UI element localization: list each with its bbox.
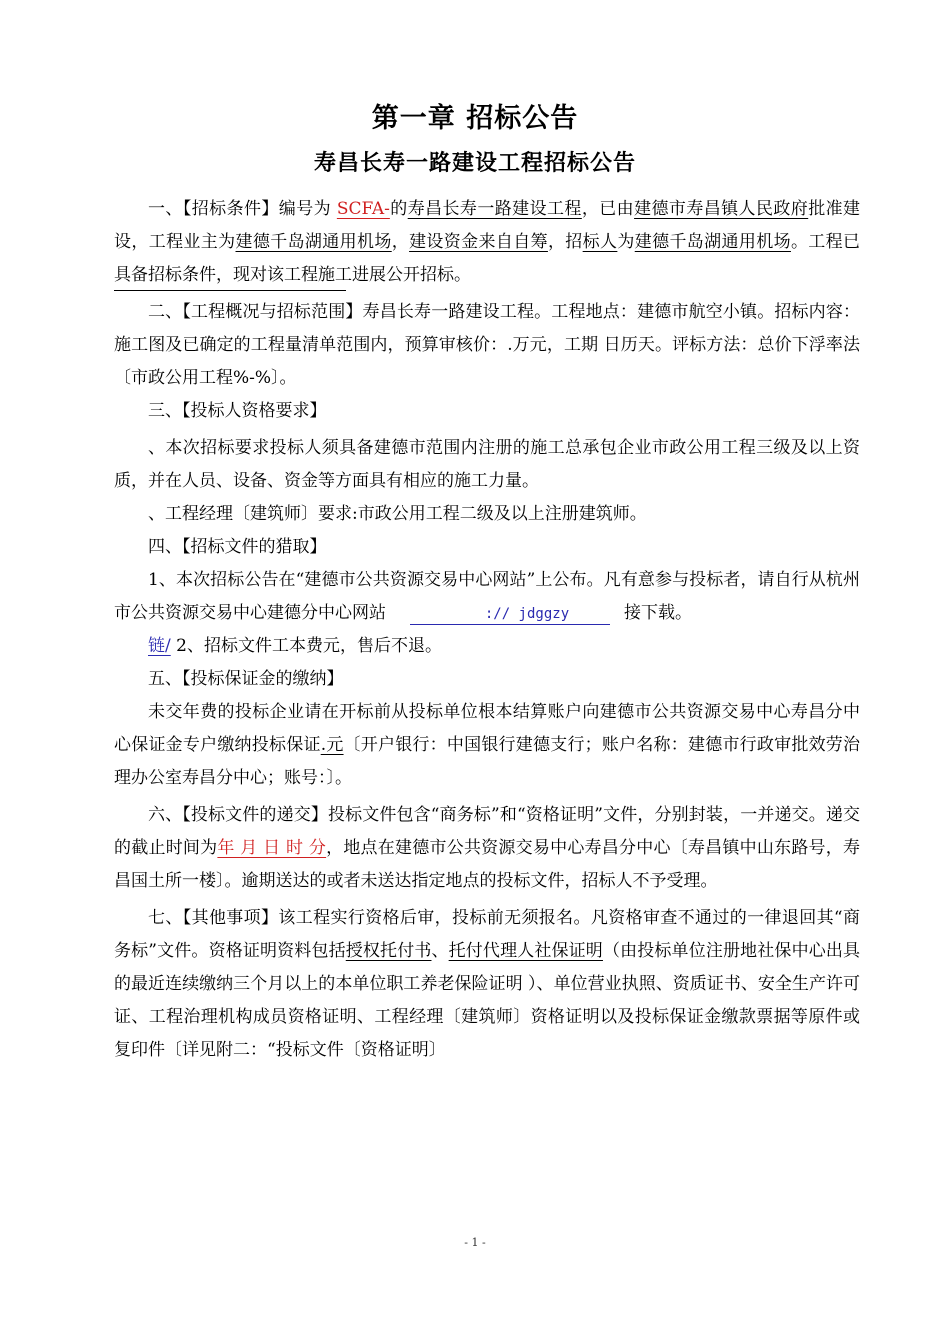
section-1-paragraph: 一、【招标条件】编号为 SCFA-的寿昌长寿一路建设工程，已由建德市寿昌镇人民政府批准建设，工程业主为建德千岛湖通用机场，建设资金来自自筹，招标人为建德千岛湖通用机场。工程已具备招标条件，现对该工程施工进展公开招标。 [114,199,861,285]
section-3-title: 三、【投标人资格要求】 [148,401,327,421]
horizontal-rule [114,290,346,291]
section-2-paragraph: 二、【工程概况与招标范围】寿昌长寿一路建设工程。工程地点：建德市航空小镇。招标内容：施工图及已确定的工程量清单范围内，预算审核价：.万元，工期 日历天。评标方法：总价下浮率法〔市政公用工程%-%〕。 [114,302,860,388]
bidder-label: 标人 [582,232,618,252]
agent-social-security: 托付代理人社保证明 [448,941,603,961]
section-5-title: 五、【投标保证金的缴纳】 [148,669,344,689]
deposit-amount: .元 [320,735,344,755]
section-4-item-2: 链/ 2、招标文件工本费元，售后不退。 [148,636,442,656]
section-3-item-2: 、工程经理〔建筑师〕要求:市政公用工程二级及以上注册建筑师。 [148,504,647,524]
deadline-time: 年 月 日 时 分 [217,838,327,858]
project-name: 寿昌长寿一路建设工程 [407,199,582,219]
project-owner: 建德千岛湖通用机场 [235,232,392,252]
section-4-title: 四、【招标文件的猎取】 [148,537,327,557]
link-text[interactable]: 链/ [148,636,171,656]
document-body [114,193,860,1067]
website-link[interactable]: :// jdggzy [410,604,610,625]
page-number: - 1 - [464,1236,486,1249]
project-code: SCFA- [336,199,390,219]
section-4-item-1: 1、本次招标公告在“建德市公共资源交易中心网站”上公布。凡有意参与投标者，请自行从杭州市公共资源交易中心建德分中心网站 :// jdggzy 接下载。 [114,570,860,623]
document-title: 寿昌长寿一路建设工程招标公告 [313,151,636,176]
section-5-paragraph: 未交年费的投标企业请在开标前从投标单位根本结算账户向建德市公共资源交易中心寿昌分中心保证金专户缴纳投标保证.元〔开户银行：中国银行建德支行；账户名称：建德市行政审批效劳治理办公室寿昌分中心；账号：〕。 [114,702,861,788]
approving-government: 建德市寿昌镇人民政府 [634,199,809,219]
funding-source: 建设资金来自自筹 [409,232,548,252]
chapter-title: 第一章 招标公告 [371,103,579,134]
section-3-item-1: 、本次招标要求投标人须具备建德市范围内注册的施工总承包企业市政公用工程三级及以上资质，并在人员、设备、资金等方面具有相应的施工力量。 [114,438,860,491]
section-6-paragraph: 六、【投标文件的递交】投标文件包含“商务标”和“资格证明”文件，分别封装，一并递交。递交的截止时间为年 月 日 时 分，地点在建德市公共资源交易中心寿昌分中心〔寿昌镇中山东路号，寿昌国土所一楼〕。逾期送达的或者未送达指定地点的投标文件，招标人不予受理。 [114,805,861,891]
bidder-name: 建德千岛湖通用机场 [634,232,791,252]
authorization-letter: 授权托付书 [345,941,432,961]
section-7-paragraph: 七、【其他事项】该工程实行资格后审，投标前无须报名。凡资格审查不通过的一律退回其“商务标”文件。资格证明资料包括授权托付书、托付代理人社保证明（由投标单位注册地社保中心出具的最近连续缴纳三个月以上的本单位职工养老保险证明 ）、单位营业执照、资质证书、安全生产许可证、工程治理机构成员资格证明、工程经理〔建筑师〕资格证明以及投标保证金缴款票据等原件或复印件〔详见附二：“投标文件〔资格证明〕 [114,908,861,1060]
